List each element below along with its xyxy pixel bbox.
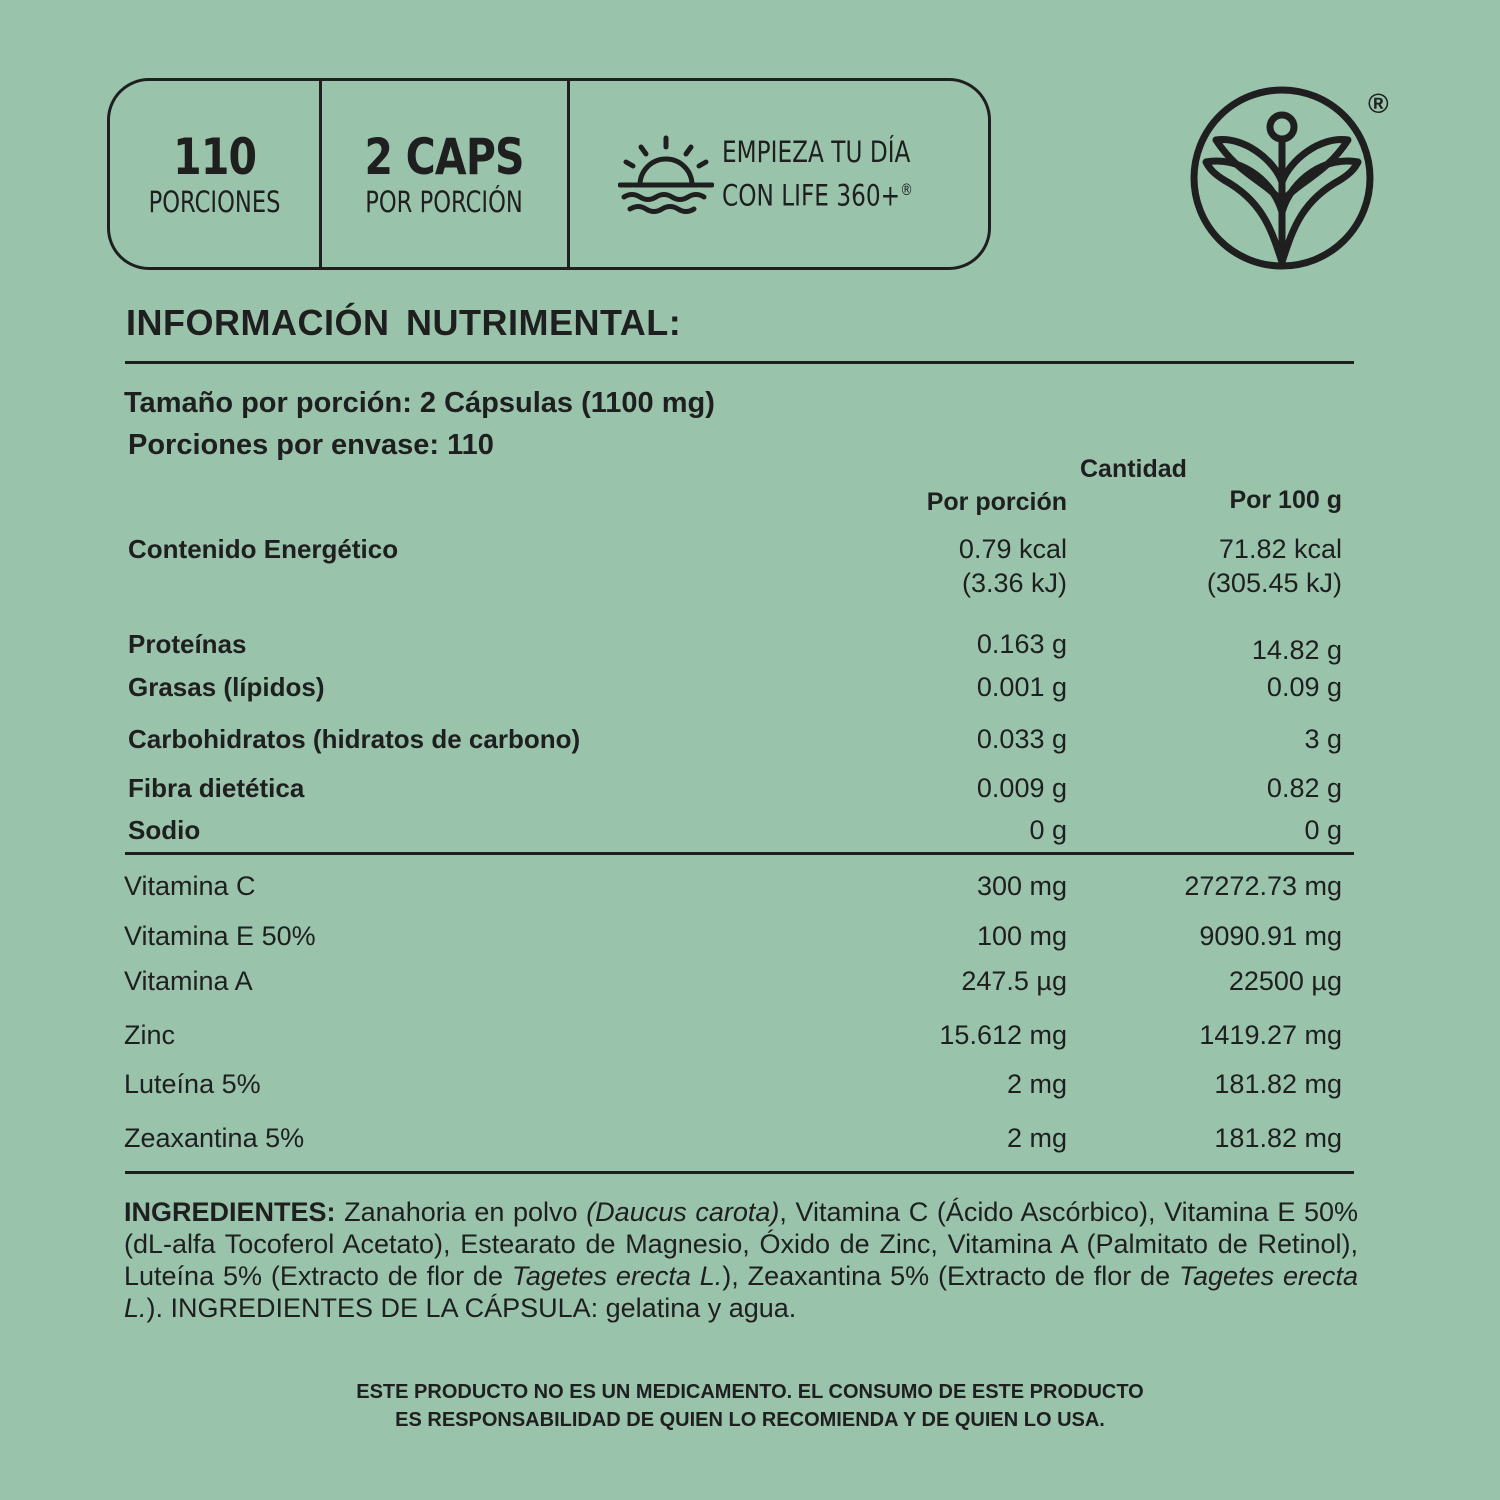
nutrient-label: Grasas (lípidos) bbox=[128, 672, 325, 702]
slogan-registered-mark: ® bbox=[900, 180, 913, 200]
energy-per-portion-kj: (3.36 kJ) bbox=[961, 568, 1067, 598]
nutrient-per-100g: 0 g bbox=[1304, 815, 1342, 845]
column-per-portion-header: Por porción bbox=[926, 488, 1067, 516]
nutrient-per-100g: 3 g bbox=[1304, 724, 1342, 754]
nutrient-per-portion: 0 g bbox=[1029, 815, 1067, 845]
nutrient-per-100g: 0.09 g bbox=[1266, 672, 1342, 702]
registered-mark: ® bbox=[1368, 88, 1389, 119]
vitamin-per-100g: 181.82 mg bbox=[1214, 1123, 1342, 1153]
nutrient-label: Sodio bbox=[128, 815, 201, 845]
divider-top bbox=[125, 361, 1354, 364]
nutrient-per-100g: 0.82 g bbox=[1266, 773, 1342, 803]
nutrient-per-portion: 0.001 g bbox=[976, 672, 1067, 702]
energy-row bbox=[0, 534, 1500, 604]
portions-label: PORCIONES bbox=[148, 185, 281, 219]
vitamin-per-portion: 2 mg bbox=[1006, 1069, 1067, 1099]
servings-badge bbox=[107, 78, 991, 270]
energy-per-100g-kj: (305.45 kJ) bbox=[1206, 568, 1342, 598]
nutrient-label: Proteínas bbox=[128, 629, 247, 659]
vitamin-per-portion: 2 mg bbox=[1006, 1123, 1067, 1153]
nutrient-per-portion: 0.163 g bbox=[976, 629, 1067, 659]
vitamin-per-100g: 22500 µg bbox=[1228, 966, 1342, 996]
ingredients-scientific-name: (Daucus carota) bbox=[586, 1197, 780, 1227]
ingredients-part: Zanahoria en polvo bbox=[335, 1197, 587, 1227]
sunrise-icon bbox=[618, 133, 714, 215]
plant-circle-logo-icon bbox=[1186, 82, 1378, 274]
vitamin-per-portion: 300 mg bbox=[976, 871, 1067, 901]
slogan-line-2-text: CON LIFE 360+ bbox=[722, 178, 901, 213]
nutrition-heading: INFORMACIÓN NUTRIMENTAL: bbox=[126, 302, 682, 343]
caps-cell bbox=[322, 81, 570, 267]
table-row bbox=[0, 921, 1500, 961]
slogan bbox=[722, 133, 913, 215]
vitamin-label: Zinc bbox=[124, 1020, 176, 1050]
nutrient-label: Carbohidratos (hidratos de carbono) bbox=[128, 724, 581, 754]
disclaimer-line-2: ES RESPONSABILIDAD DE QUIEN LO RECOMIENDA Y DE QUIEN LO USA. bbox=[395, 1409, 1105, 1431]
table-row bbox=[0, 966, 1500, 1006]
table-row bbox=[0, 629, 1500, 669]
caps-number: 2 CAPS bbox=[364, 128, 525, 186]
vitamin-label: Zeaxantina 5% bbox=[124, 1123, 305, 1153]
table-row bbox=[0, 1123, 1500, 1163]
ingredients-text bbox=[124, 1196, 1358, 1324]
caps-label: POR PORCIÓN bbox=[365, 185, 524, 219]
divider-bottom bbox=[125, 1171, 1354, 1174]
vitamin-per-100g: 181.82 mg bbox=[1214, 1069, 1342, 1099]
vitamin-per-portion: 100 mg bbox=[976, 921, 1067, 951]
ingredients-scientific-name: Tagetes erecta L. bbox=[124, 1261, 1358, 1323]
ingredients-part: , Vitamina C (Ácido Ascórbico), Vitamina E 50% (dL-alfa Tocoferol Acetato), Estearato de Magnesio, Óxido de Zinc, Vitamina A (Palmitato de Retinol), Luteína 5% (Extracto de flor de bbox=[124, 1197, 1358, 1291]
slogan-cell bbox=[570, 81, 988, 267]
disclaimer bbox=[0, 1378, 1500, 1434]
table-row bbox=[0, 724, 1500, 764]
vitamin-per-100g: 9090.91 mg bbox=[1199, 921, 1342, 951]
nutrient-label: Fibra dietética bbox=[128, 773, 305, 803]
ingredients-scientific-name: Tagetes erecta L. bbox=[511, 1261, 723, 1291]
energy-per-portion-kcal: 0.79 kcal bbox=[958, 534, 1067, 564]
vitamin-per-portion: 247.5 µg bbox=[961, 966, 1067, 996]
table-row bbox=[0, 1020, 1500, 1060]
energy-label: Contenido Energético bbox=[128, 534, 399, 564]
portions-cell bbox=[110, 81, 322, 267]
vitamin-per-100g: 27272.73 mg bbox=[1184, 871, 1342, 901]
slogan-line-1: EMPIEZA TU DÍA bbox=[722, 135, 911, 170]
column-group-header: Cantidad bbox=[1080, 455, 1187, 483]
ingredients-part: ), Zeaxantina 5% (Extracto de flor de bbox=[722, 1261, 1180, 1291]
nutrient-per-portion: 0.009 g bbox=[976, 773, 1067, 803]
slogan-line-2 bbox=[722, 171, 913, 215]
serving-size: Tamaño por porción: 2 Cápsulas (1100 mg) bbox=[124, 387, 715, 419]
table-row bbox=[0, 815, 1500, 855]
table-row bbox=[0, 871, 1500, 911]
vitamin-label: Luteína 5% bbox=[124, 1069, 261, 1099]
table-row bbox=[0, 773, 1500, 813]
nutrient-per-100g: 14.82 g bbox=[1251, 635, 1342, 665]
nutrient-per-portion: 0.033 g bbox=[976, 724, 1067, 754]
vitamin-per-portion: 15.612 mg bbox=[939, 1020, 1067, 1050]
portions-number: 110 bbox=[172, 128, 257, 186]
ingredients-part: ). INGREDIENTES DE LA CÁPSULA: gelatina y agua. bbox=[146, 1293, 797, 1323]
ingredients-heading: INGREDIENTES: bbox=[124, 1197, 336, 1227]
table-row bbox=[0, 1069, 1500, 1109]
vitamin-label: Vitamina C bbox=[124, 871, 256, 901]
vitamin-label: Vitamina E 50% bbox=[124, 921, 316, 951]
vitamin-per-100g: 1419.27 mg bbox=[1199, 1020, 1342, 1050]
divider-middle bbox=[125, 852, 1354, 855]
table-row bbox=[0, 672, 1500, 712]
energy-per-100g-kcal: 71.82 kcal bbox=[1218, 534, 1342, 564]
vitamin-label: Vitamina A bbox=[124, 966, 253, 996]
column-per-100g-header: Por 100 g bbox=[1229, 486, 1342, 514]
disclaimer-line-1: ESTE PRODUCTO NO ES UN MEDICAMENTO. EL CONSUMO DE ESTE PRODUCTO bbox=[356, 1381, 1144, 1403]
servings-per-container: Porciones por envase: 110 bbox=[128, 429, 494, 461]
